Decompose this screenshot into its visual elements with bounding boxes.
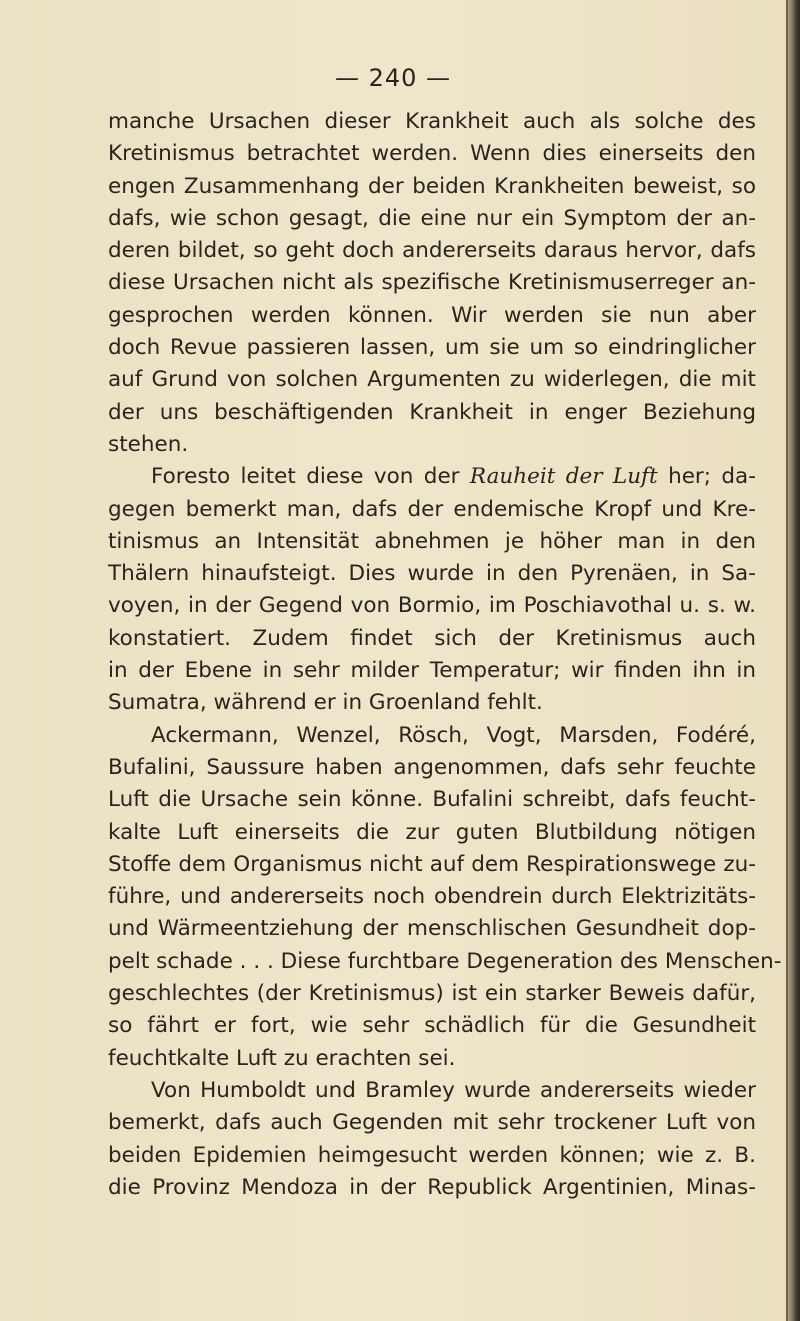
text-run: her; da- [668, 464, 756, 490]
text-line-with-italic [108, 461, 756, 493]
text-line: Von Humboldt und Bramley wurde andererseits wieder [151, 1077, 756, 1103]
text-line: bemerkt, dafs auch Gegenden mit sehr trockener Luft von [108, 1110, 756, 1136]
text-line: Luft die Ursache sein könne. Bufalini schreibt, dafs feucht- [108, 787, 756, 813]
text-line: voyen, in der Gegend von Bormio, im Poschiavothal u. s. w. [108, 593, 756, 619]
text-line: manche Ursachen dieser Krankheit auch als solche des [108, 109, 756, 134]
text-line: Bufalini, Saussure haben angenommen, dafs sehr feuchte [108, 754, 756, 780]
text-line: gesprochen werden können. Wir werden sie nun aber [108, 302, 756, 328]
text-line: gegen bemerkt man, dafs der endemische Kropf und Kre- [108, 496, 756, 522]
page-edge-line [786, 0, 788, 1321]
page-number-header: — 240 — [334, 64, 452, 92]
text-line: dafs, wie schon gesagt, die eine nur ein Symptom der an- [108, 205, 756, 231]
italic-phrase: Rauheit der Luft [469, 464, 658, 490]
text-line: Ackermann, Wenzel, Rösch, Vogt, Marsden, Fodéré, [151, 722, 756, 748]
text-line: Stoffe dem Organismus nicht auf dem Respirationswege zu- [108, 851, 756, 877]
text-line: stehen. [108, 431, 189, 457]
page-edge-shadow [786, 0, 800, 1321]
text-line: der uns beschäftigenden Krankheit in enger Beziehung [108, 399, 756, 425]
text-line: tinismus an Intensität abnehmen je höher man in den [108, 528, 756, 554]
text-line: führe, und andererseits noch obendrein durch Elektrizitäts- [108, 884, 756, 910]
body-text [108, 106, 782, 1204]
text-line: pelt schade . . . Diese furchtbare Degeneration des Menschen- [108, 948, 782, 974]
text-line: und Wärmeentziehung der menschlischen Gesundheit dop- [108, 916, 756, 942]
text-line: auf Grund von solchen Argumenten zu widerlegen, die mit [108, 367, 756, 393]
text-line: diese Ursachen nicht als spezifische Kretinismuserreger an- [108, 270, 756, 296]
text-line: Kretinismus betrachtet werden. Wenn dies einerseits den [108, 141, 756, 167]
text-line: Thälern hinaufsteigt. Dies wurde in den Pyrenäen, in Sa- [108, 561, 756, 587]
text-line: konstatiert. Zudem findet sich der Kretinismus auch [108, 625, 756, 651]
text-line: feuchtkalte Luft zu erachten sei. [108, 1045, 456, 1071]
text-line: geschlechtes (der Kretinismus) ist ein starker Beweis dafür, [108, 981, 756, 1007]
text-line: doch Revue passieren lassen, um sie um so eindringlicher [108, 335, 756, 361]
text-line: kalte Luft einerseits die zur guten Blutbildung nötigen [108, 819, 756, 845]
text-line: deren bildet, so geht doch andererseits daraus hervor, dafs [108, 238, 756, 264]
text-line: engen Zusammenhang der beiden Krankheiten beweist, so [108, 173, 756, 199]
text-run: Foresto leitet diese von der [151, 464, 460, 490]
text-line: so fährt er fort, wie sehr schädlich für die Gesundheit [108, 1013, 756, 1039]
text-line: Sumatra, während er in Groenland fehlt. [108, 690, 543, 716]
text-line: in der Ebene in sehr milder Temperatur; wir finden ihn in [108, 658, 756, 684]
text-line: beiden Epidemien heimgesucht werden können; wie z. B. [108, 1142, 756, 1168]
text-line: die Provinz Mendoza in der Republick Argentinien, Minas- [108, 1174, 756, 1200]
